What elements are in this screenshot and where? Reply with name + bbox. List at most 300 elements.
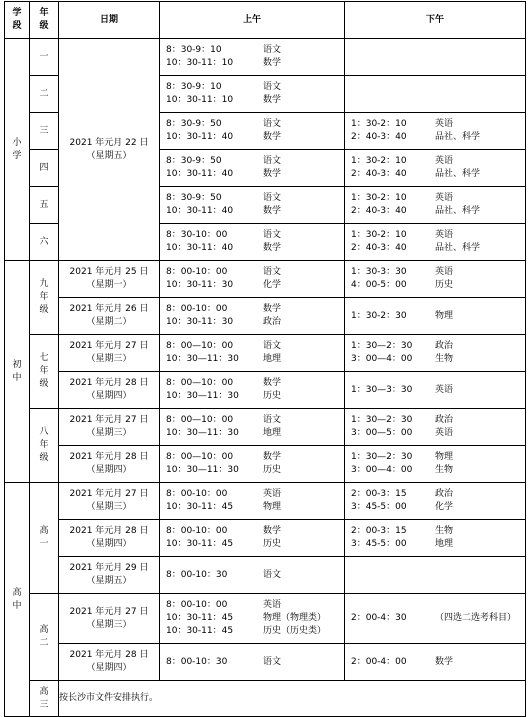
exam-slot	[345, 205, 525, 218]
slot-time: 2：00-3：15	[351, 526, 407, 536]
slot-time: 1：30-2：30	[351, 310, 407, 321]
school-stage-char: 初	[12, 359, 22, 370]
exam-slot	[345, 384, 525, 397]
grade-label-char: 高	[39, 526, 49, 536]
slot-subject: 数学	[263, 169, 282, 179]
slot-subject: 地理	[263, 428, 282, 438]
slot-subject: 语文	[263, 267, 282, 277]
slot-subject: 政治	[435, 415, 454, 425]
grade-label-char: 高	[39, 686, 49, 697]
slot-time: 10：30-11：45	[166, 539, 234, 549]
slot-subject: 语文	[263, 569, 282, 580]
date-text: 2021 年元月 27 日	[69, 489, 149, 499]
slot-time: 8：00—10：00	[166, 341, 234, 351]
grade-label-char: 高	[39, 625, 49, 635]
slot-subject: 品社、科学	[435, 169, 481, 179]
slot-time: 8：00-10：00	[166, 526, 228, 536]
slot-subject: 数学	[263, 452, 282, 462]
grade-label-char: 二	[39, 638, 49, 648]
date-cell	[59, 409, 160, 446]
exam-slot	[160, 427, 344, 440]
afternoon-slots	[345, 150, 526, 187]
slot-subject: 语文	[263, 415, 282, 425]
exam-slot	[160, 414, 344, 427]
slot-time: 10：30-11：30	[166, 280, 234, 290]
slot-subject: 英语	[435, 267, 454, 277]
slot-time: 10：30-11：45	[166, 626, 234, 636]
grade-label	[30, 187, 59, 224]
slot-time: 10：30-11：30	[166, 317, 234, 327]
slot-time: 10：30-11：40	[166, 206, 234, 216]
date-cell	[59, 446, 160, 483]
slot-subject: 物理	[263, 502, 282, 512]
afternoon-slots	[345, 113, 526, 150]
afternoon-slots	[345, 372, 526, 409]
slot-time: 2：40-3：40	[351, 206, 407, 216]
grade-label-char: 六	[39, 236, 49, 247]
exam-slot	[345, 501, 525, 514]
weekday-text: （星期三）	[86, 502, 132, 512]
slot-time: 8：00—10：00	[166, 452, 234, 462]
grade-note: 按长沙市文件安排执行。	[59, 681, 526, 717]
slot-subject: 历史	[435, 280, 454, 290]
exam-slot	[345, 266, 525, 279]
slot-subject: 历史	[263, 539, 282, 549]
grade-label	[30, 335, 59, 409]
exam-slot	[345, 131, 525, 144]
slot-subject: 生物	[435, 354, 454, 364]
weekday-text: （星期四）	[86, 539, 132, 549]
slot-time: 2：40-3：40	[351, 243, 407, 253]
exam-slot	[160, 44, 344, 57]
slot-subject: 英语	[435, 384, 454, 395]
slot-subject: 数学	[263, 206, 282, 216]
morning-slots	[160, 39, 345, 76]
grade-label-char: 年	[39, 292, 49, 302]
day-row	[5, 446, 526, 483]
grade-label-char: 级	[39, 305, 49, 315]
slot-time: 8：30-9：50	[166, 119, 222, 129]
slot-subject: 数学	[263, 378, 282, 388]
date-cell	[59, 644, 160, 681]
grade-label	[30, 113, 59, 150]
exam-slot	[160, 279, 344, 292]
date-text: 2021 年元月 28 日	[69, 650, 149, 660]
school-stage	[5, 39, 30, 261]
weekday-text: （星期二）	[86, 317, 132, 327]
slot-time: 4：00-5：00	[351, 280, 407, 290]
afternoon-slots	[345, 446, 526, 483]
exam-slot	[160, 538, 344, 551]
slot-time: 8：00-10：00	[166, 304, 228, 314]
grade-label	[30, 681, 59, 717]
morning-slots	[160, 520, 345, 557]
grade-label-char: 八	[39, 427, 49, 437]
morning-slots	[160, 224, 345, 261]
exam-slot	[160, 340, 344, 353]
exam-slot	[345, 340, 525, 353]
slot-subject: 英语	[435, 156, 454, 166]
slot-time: 1：30-2：10	[351, 193, 407, 203]
slot-subject: 物理（物理类）	[263, 613, 327, 623]
weekday-text: （星期一）	[86, 280, 132, 290]
exam-slot	[160, 81, 344, 94]
slot-subject: 数学	[263, 132, 282, 142]
exam-slot	[160, 266, 344, 279]
afternoon-slots	[345, 335, 526, 372]
exam-slot	[160, 168, 344, 181]
slot-time: 8：30-9：10	[166, 82, 222, 92]
slot-time: 2：40-3：40	[351, 132, 407, 142]
grade-label	[30, 483, 59, 594]
slot-subject: （四选二选考科目）	[435, 613, 517, 623]
date-text: 2021 年元月 27 日	[69, 606, 149, 617]
slot-time: 10：30-11：40	[166, 243, 234, 253]
school-stage-char: 中	[12, 372, 22, 383]
exam-schedule-table	[4, 1, 526, 717]
slot-subject: 历史（历史类）	[263, 626, 327, 636]
date-text: 2021 年元月 28 日	[69, 452, 149, 462]
slot-subject: 语文	[263, 119, 282, 129]
afternoon-slots	[345, 261, 526, 298]
slot-time: 3：00—4：00	[351, 354, 413, 364]
day-row	[5, 298, 526, 335]
exam-slot	[345, 229, 525, 242]
slot-time: 2：00-3：15	[351, 489, 407, 499]
grade-label-char: 九	[39, 279, 49, 289]
date-cell	[59, 261, 160, 298]
afternoon-slots	[345, 483, 526, 520]
grade-label	[30, 224, 59, 261]
exam-slot	[160, 612, 344, 625]
header-school-cell	[5, 2, 30, 39]
slot-subject: 化学	[263, 280, 282, 290]
slot-subject: 物理	[435, 452, 454, 462]
slot-time: 3：00—4：00	[351, 465, 413, 475]
slot-time: 10：30—11：30	[166, 428, 239, 438]
grade-label-char: 级	[39, 379, 49, 389]
exam-slot	[160, 656, 344, 669]
slot-subject: 政治	[435, 341, 454, 351]
slot-subject: 物理	[435, 310, 454, 321]
school-stage-char: 小	[12, 137, 22, 148]
exam-slot	[160, 353, 344, 366]
slot-time: 2：00-4：30	[351, 613, 407, 623]
school-stage-char: 高	[12, 587, 22, 598]
grade-row	[5, 39, 526, 76]
slot-time: 2：40-3：40	[351, 169, 407, 179]
morning-slots	[160, 409, 345, 446]
exam-slot	[160, 192, 344, 205]
slot-time: 3：45-5：00	[351, 539, 407, 549]
date-text: 2021 年元月 27 日	[69, 415, 149, 425]
morning-slots	[160, 76, 345, 113]
afternoon-slots	[345, 409, 526, 446]
afternoon-slots	[345, 298, 526, 335]
exam-slot	[160, 599, 344, 612]
header-date: 日期	[59, 2, 160, 39]
header-row	[5, 2, 526, 39]
exam-slot	[345, 118, 525, 131]
slot-time: 10：30-11：40	[166, 169, 234, 179]
header-pm: 下午	[345, 2, 526, 39]
exam-slot	[160, 488, 344, 501]
date-cell	[59, 39, 160, 261]
date-cell	[59, 557, 160, 594]
exam-slot	[345, 242, 525, 255]
exam-slot	[160, 569, 344, 582]
slot-time: 2：00-4：00	[351, 656, 407, 667]
morning-slots	[160, 113, 345, 150]
header-grade-line: 级	[39, 21, 49, 31]
schedule-body	[5, 2, 526, 717]
slot-subject: 历史	[263, 465, 282, 475]
slot-subject: 英语	[263, 600, 282, 610]
date-text: 2021 年元月 25 日	[69, 267, 149, 277]
slot-subject: 数学	[435, 656, 454, 667]
slot-subject: 语文	[263, 341, 282, 351]
header-grade-cell	[30, 2, 59, 39]
slot-time: 10：30-11：10	[166, 95, 234, 105]
morning-slots	[160, 298, 345, 335]
slot-time: 1：30-2：10	[351, 119, 407, 129]
afternoon-slots	[345, 76, 526, 113]
slot-subject: 语文	[263, 82, 282, 92]
header-grade-line: 年	[39, 8, 49, 18]
exam-slot	[345, 414, 525, 427]
slot-time: 1：30—2：30	[351, 415, 413, 425]
exam-slot	[345, 427, 525, 440]
grade-label-char: 级	[39, 453, 49, 463]
grade-label-char: 二	[39, 88, 49, 99]
slot-time: 10：30-11：45	[166, 613, 234, 623]
weekday-text: （星期三）	[86, 428, 132, 438]
slot-time: 8：00-10：00	[166, 600, 228, 610]
date-text: 2021 年元月 22 日	[69, 137, 149, 148]
slot-time: 8：30-9：50	[166, 156, 222, 166]
exam-slot	[345, 192, 525, 205]
slot-subject: 数学	[263, 95, 282, 105]
exam-slot	[160, 131, 344, 144]
date-cell	[59, 594, 160, 644]
date-cell	[59, 298, 160, 335]
exam-slot	[160, 316, 344, 329]
slot-time: 1：30-2：10	[351, 156, 407, 166]
school-stage-char: 中	[12, 600, 22, 611]
slot-time: 10：30-11：10	[166, 58, 234, 68]
day-row	[5, 557, 526, 594]
exam-slot	[160, 501, 344, 514]
slot-subject: 数学	[263, 58, 282, 68]
slot-time: 10：30—11：30	[166, 354, 239, 364]
grade-label-char: 一	[39, 539, 49, 549]
weekday-text: （星期三）	[86, 619, 132, 630]
header-school-line: 学	[12, 8, 22, 18]
slot-subject: 品社、科学	[435, 243, 481, 253]
day-row	[5, 261, 526, 298]
slot-time: 10：30—11：30	[166, 465, 239, 475]
slot-time: 10：30—11：30	[166, 391, 239, 401]
day-row	[5, 335, 526, 372]
slot-time: 3：45-5：00	[351, 502, 407, 512]
morning-slots	[160, 372, 345, 409]
morning-slots	[160, 150, 345, 187]
exam-slot	[160, 94, 344, 107]
slot-subject: 历史	[263, 391, 282, 401]
date-cell	[59, 483, 160, 520]
day-row	[5, 644, 526, 681]
slot-subject: 语文	[263, 156, 282, 166]
slot-time: 10：30-11：45	[166, 502, 234, 512]
date-cell	[59, 520, 160, 557]
exam-slot	[345, 656, 525, 669]
grade-label-char: 四	[39, 162, 49, 173]
exam-slot	[345, 353, 525, 366]
date-cell	[59, 372, 160, 409]
grade-label	[30, 76, 59, 113]
slot-subject: 生物	[435, 465, 454, 475]
exam-slot	[345, 488, 525, 501]
slot-subject: 地理	[435, 539, 454, 549]
slot-subject: 英语	[263, 489, 282, 499]
exam-slot	[160, 118, 344, 131]
exam-slot	[345, 168, 525, 181]
slot-time: 3：00—5：00	[351, 428, 413, 438]
exam-slot	[160, 155, 344, 168]
grade-label-char: 年	[39, 440, 49, 450]
slot-subject: 政治	[263, 317, 282, 327]
weekday-text: （星期五）	[86, 150, 132, 161]
exam-slot	[345, 525, 525, 538]
slot-time: 8：30-10：00	[166, 230, 228, 240]
slot-subject: 数学	[263, 526, 282, 536]
exam-slot	[160, 390, 344, 403]
slot-time: 8：00—10：00	[166, 415, 234, 425]
exam-slot	[160, 451, 344, 464]
slot-time: 1：30—2：30	[351, 452, 413, 462]
header-school-line: 段	[12, 21, 22, 31]
grade-label	[30, 150, 59, 187]
exam-slot	[345, 538, 525, 551]
exam-slot	[345, 155, 525, 168]
exam-slot	[160, 464, 344, 477]
weekday-text: （星期三）	[86, 354, 132, 364]
slot-subject: 品社、科学	[435, 132, 481, 142]
afternoon-slots	[345, 520, 526, 557]
exam-slot	[160, 303, 344, 316]
slot-time: 8：00-10：00	[166, 489, 228, 499]
slot-time: 1：30—3：30	[351, 384, 413, 395]
grade-label-char: 七	[39, 353, 49, 363]
slot-subject: 英语	[435, 119, 454, 129]
day-row	[5, 483, 526, 520]
afternoon-slots	[345, 644, 526, 681]
exam-slot	[345, 464, 525, 477]
slot-subject: 英语	[435, 428, 454, 438]
morning-slots	[160, 187, 345, 224]
grade-label-char: 五	[39, 199, 49, 210]
slot-time: 8：00-10：30	[166, 656, 228, 667]
slot-subject: 语文	[263, 656, 282, 667]
exam-slot	[345, 451, 525, 464]
morning-slots	[160, 261, 345, 298]
grade-label-char: 三	[39, 699, 49, 710]
slot-subject: 数学	[263, 243, 282, 253]
afternoon-slots	[345, 224, 526, 261]
slot-subject: 语文	[263, 230, 282, 240]
morning-slots	[160, 446, 345, 483]
exam-slot	[160, 377, 344, 390]
slot-subject: 英语	[435, 193, 454, 203]
grade-row	[5, 681, 526, 717]
grade-label	[30, 261, 59, 335]
afternoon-slots	[345, 39, 526, 76]
grade-label	[30, 594, 59, 681]
slot-time: 10：30-11：40	[166, 132, 234, 142]
morning-slots	[160, 644, 345, 681]
day-row	[5, 409, 526, 446]
slot-time: 8：00—10：00	[166, 378, 234, 388]
morning-slots	[160, 594, 345, 644]
slot-time: 1：30-2：10	[351, 230, 407, 240]
exam-slot	[160, 525, 344, 538]
date-text: 2021 年元月 26 日	[69, 304, 149, 314]
date-cell	[59, 335, 160, 372]
exam-slot	[345, 310, 525, 323]
slot-time: 8：00-10：00	[166, 267, 228, 277]
morning-slots	[160, 557, 345, 594]
exam-slot	[160, 242, 344, 255]
header-am: 上午	[160, 2, 345, 39]
grade-label	[30, 39, 59, 76]
slot-time: 8：00-10：30	[166, 569, 228, 580]
slot-subject: 生物	[435, 526, 454, 536]
exam-slot	[345, 612, 525, 625]
slot-time: 8：30-9：50	[166, 193, 222, 203]
slot-time: 1：30—2：30	[351, 341, 413, 351]
slot-subject: 数学	[263, 304, 282, 314]
slot-time: 8：30-9：10	[166, 45, 222, 55]
exam-slot	[160, 625, 344, 638]
weekday-text: （星期四）	[86, 663, 132, 673]
grade-label-char: 一	[39, 51, 49, 62]
exam-slot	[160, 205, 344, 218]
grade-label	[30, 409, 59, 483]
slot-time: 1：30-3：30	[351, 267, 407, 277]
slot-subject: 政治	[435, 489, 454, 499]
morning-slots	[160, 335, 345, 372]
exam-slot	[160, 229, 344, 242]
afternoon-slots	[345, 594, 526, 644]
weekday-text: （星期四）	[86, 391, 132, 401]
school-stage	[5, 483, 30, 717]
slot-subject: 化学	[435, 502, 454, 512]
grade-label-char: 三	[39, 125, 49, 136]
date-text: 2021 年元月 29 日	[69, 563, 149, 573]
school-stage-char: 学	[12, 150, 22, 161]
weekday-text: （星期五）	[86, 576, 132, 586]
exam-slot	[160, 57, 344, 70]
afternoon-slots	[345, 557, 526, 594]
grade-label-char: 年	[39, 366, 49, 376]
slot-subject: 语文	[263, 45, 282, 55]
date-text: 2021 年元月 28 日	[69, 526, 149, 536]
slot-subject: 英语	[435, 230, 454, 240]
day-row	[5, 372, 526, 409]
date-text: 2021 年元月 28 日	[69, 378, 149, 388]
school-stage	[5, 261, 30, 483]
morning-slots	[160, 483, 345, 520]
